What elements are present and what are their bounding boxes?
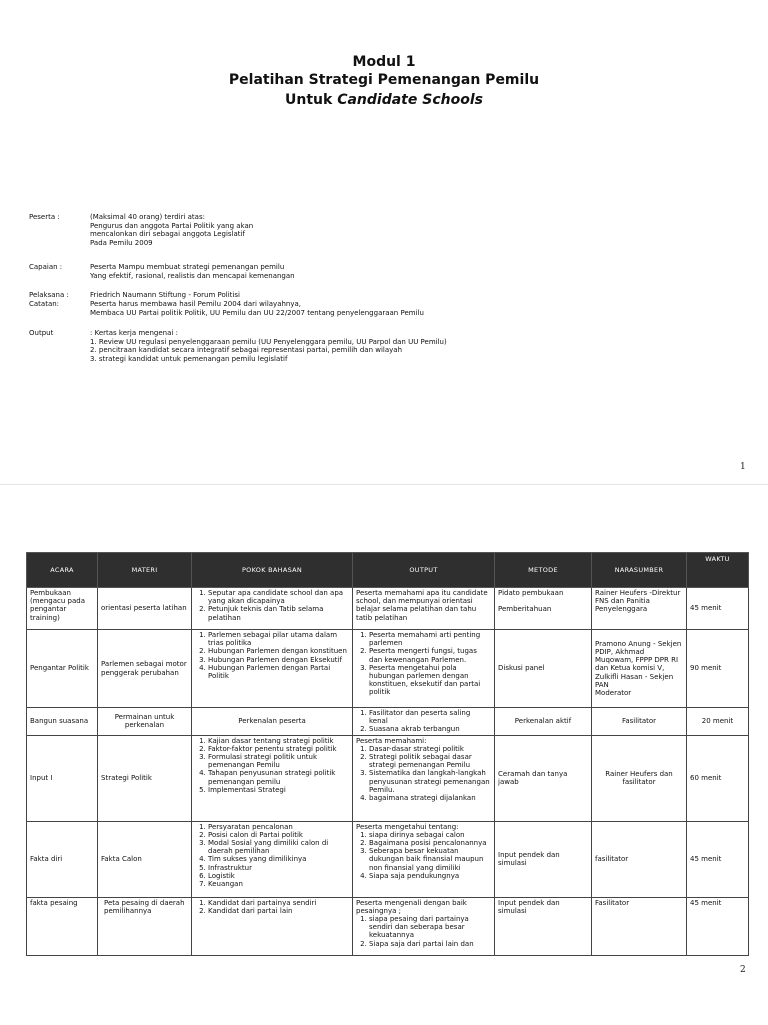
table-row [27, 735, 749, 821]
list-item: 3. Seberapa besar kekuatan dukungan baik finansial maupun non finansial yang dimiliki [369, 847, 491, 872]
table-row [27, 821, 749, 897]
header-materi: MATERI [98, 553, 192, 588]
list-item: 2. Strategi politik sebagai dasar strategi pemenangan Pemilu [369, 753, 491, 769]
document-page-1 [0, 0, 768, 484]
cell-waktu: 45 menit [687, 897, 749, 955]
table-header-row [27, 553, 749, 588]
peserta-label: Peserta : [29, 213, 60, 221]
list-item: 1. Peserta memahami arti penting parlemen [369, 631, 491, 647]
list-item: 2. Suasana akrab terbangun [369, 725, 491, 733]
list-item: 2. Kandidat dari partai lain [208, 907, 349, 915]
output-item: 3. strategi kandidat untuk pemenangan pemilu legislatif [90, 354, 288, 363]
capaian-section [29, 263, 749, 283]
cell-materi: orientasi peserta latihan [98, 588, 192, 630]
cell-acara: Bangun suasana [27, 708, 98, 736]
pelaksana-value: Friedrich Naumann Stiftung - Forum Politisi [90, 291, 240, 299]
cell-output [353, 735, 495, 821]
catatan-line: Peserta harus membawa hasil Pemilu 2004 dari wilayahnya, [90, 300, 302, 308]
training-subtitle [0, 92, 768, 108]
cell-acara: Pembukaan (mengacu pada pengantar training) [27, 588, 98, 630]
header-metode: METODE [495, 553, 592, 588]
header-acara: ACARA [27, 553, 98, 588]
cell-narasumber: Rainer Heufers -Direktur FNS dan Panitia Penyelenggara [592, 588, 687, 630]
list-item: 4. Tim sukses yang dimilikinya [208, 855, 349, 863]
cell-pokok [192, 588, 353, 630]
list-item: 2. Posisi calon di Partai politik [208, 831, 349, 839]
list-item: 1. Parlemen sebagai pilar utama dalam trias politika [208, 631, 349, 647]
cell-materi: Strategi Politik [98, 735, 192, 821]
list-item: 2. Hubungan Parlemen dengan konstituen [208, 647, 349, 655]
peserta-line: (Maksimal 40 orang) terdiri atas: [90, 213, 205, 221]
list-item: 1. Persyaratan pencalonan [208, 823, 349, 831]
table-row [27, 630, 749, 708]
output-section [29, 329, 749, 369]
cell-output: Peserta memahami apa itu candidate school, dan mempunyai orientasi belajar selama pelatihan dan tahu tatib pelatihan [353, 588, 495, 630]
peserta-line: mencalonkan diri sebagai anggota Legislatif [90, 230, 245, 239]
cell-metode: Pidato pembukaan Pemberitahuan [495, 588, 592, 630]
page-number: 2 [740, 965, 746, 975]
list-item: 5. Implementasi Strategi [208, 786, 349, 794]
list-item: 5. Infrastruktur [208, 864, 349, 872]
document-page-2 [0, 484, 768, 1025]
catatan-value [90, 300, 740, 317]
list-item: 3. Modal Sosial yang dimiliki calon di daerah pemilihan [208, 839, 349, 855]
cell-narasumber: Fasilitator [592, 708, 687, 736]
list-item: 4. Siapa saja pendukungnya [369, 872, 491, 880]
cell-metode: Input pendek dan simulasi [495, 821, 592, 897]
cell-pokok [192, 897, 353, 955]
subtitle-prefix: Untuk [285, 92, 338, 108]
cell-materi: Permainan untuk perkenalan [98, 708, 192, 736]
cell-metode: Diskusi panel [495, 630, 592, 708]
cell-pokok [192, 821, 353, 897]
cell-pokok: Perkenalan peserta [192, 708, 353, 736]
pelaksana-label: Pelaksana : [29, 291, 69, 299]
header-narasumber: NARASUMBER [592, 553, 687, 588]
peserta-section [29, 213, 749, 253]
cell-narasumber: fasilitator [592, 821, 687, 897]
output-intro: Peserta mengetahui tentang: [356, 822, 459, 831]
capaian-label: Capaian : [29, 263, 63, 271]
peserta-line: Pengurus dan anggota Partai Politik yang akan [90, 221, 254, 230]
cell-narasumber: Fasilitator [592, 897, 687, 955]
cell-materi: Parlemen sebagai motor penggerak perubahan [98, 630, 192, 708]
output-item: 1. Review UU regulasi penyelenggaraan pemilu (UU Penyelenggara pemilu, UU Parpol dan UU Pemilu) [90, 337, 447, 346]
list-item: 3. Hubungan Parlemen dengan Eksekutif [208, 656, 349, 664]
cell-acara: Pengantar Politik [27, 630, 98, 708]
output-intro: : Kertas kerja mengenai : [90, 329, 178, 337]
training-schedule-table [26, 552, 749, 956]
cell-output [353, 821, 495, 897]
peserta-line: Pada Pemilu 2009 [90, 238, 153, 247]
cell-acara: fakta pesaing [27, 897, 98, 955]
list-item: 1. Kajian dasar tentang strategi politik [208, 737, 349, 745]
output-value [90, 329, 740, 363]
table-row [27, 588, 749, 630]
header-waktu: WAKTU [687, 553, 749, 588]
list-item: 1. siapa dirinya sebagai calon [369, 831, 491, 839]
list-item: 3. Sistematika dan langkah-langkah penyusunan strategi pemenangan Pemilu. [369, 769, 491, 794]
list-item: 1. Fasilitator dan peserta saling kenal [369, 709, 491, 725]
list-item: 2. Bagaimana posisi pencalonannya [369, 839, 491, 847]
list-item: 2. Siapa saja dari partai lain dan [369, 940, 491, 948]
cell-output [353, 630, 495, 708]
output-item: 2. pencitraan kandidat secara integratif sebagai representasi partai, pemilih dan wilayah [90, 346, 403, 355]
list-item: 1. Dasar-dasar strategi politik [369, 745, 491, 753]
cell-materi: Fakta Calon [98, 821, 192, 897]
cell-narasumber: Rainer Heufers dan fasilitator [592, 735, 687, 821]
module-title: Modul 1 [352, 54, 416, 70]
list-item: 2. Faktor-faktor penentu strategi politik [208, 745, 349, 753]
list-item: 1. Kandidat dari partainya sendiri [208, 899, 349, 907]
output-label: Output [29, 329, 54, 337]
list-item: 2. Peserta mengerti fungsi, tugas dan kewenangan Parlemen. [369, 647, 491, 663]
cell-output [353, 708, 495, 736]
cell-materi: Peta pesaing di daerah pemilihannya [98, 897, 192, 955]
cell-pokok [192, 630, 353, 708]
list-item: 6. Logistik [208, 872, 349, 880]
subtitle-italic: Candidate Schools [337, 92, 483, 108]
cell-pokok [192, 735, 353, 821]
list-item: 2. Petunjuk teknis dan Tatib selama pelatihan [208, 605, 349, 621]
list-item: 3. Peserta mengetahui pola hubungan parlemen dengan konstituen, eksekutif dan partai politik [369, 664, 491, 697]
list-item: 7. Keuangan [208, 880, 349, 888]
list-item: 1. Seputar apa candidate school dan apa yang akan dicapainya [208, 589, 349, 605]
cell-narasumber: Pramono Anung - Sekjen PDIP, Akhmad Muqowam, FPPP DPR RI dan Ketua komisi V, Zulkifli Hasan - Sekjen PAN Moderator [592, 630, 687, 708]
list-item: 4. Hubungan Parlemen dengan Partai Politik [208, 664, 349, 680]
cell-metode: Perkenalan aktif [495, 708, 592, 736]
catatan-line: Membaca UU Partai politik Politik, UU Pemilu dan UU 22/2007 tentang penyelenggaraan Pemilu [90, 308, 424, 317]
cell-output [353, 897, 495, 955]
output-intro: Peserta memahami: [356, 736, 427, 745]
list-item: 4. bagaimana strategi dijalankan [369, 794, 491, 802]
list-item: 1. siapa pesaing dari partainya sendiri dan seberapa besar kekuatannya [369, 915, 491, 940]
page-number: 1 [740, 462, 746, 472]
cell-metode: Ceramah dan tanya jawab [495, 735, 592, 821]
training-title: Pelatihan Strategi Pemenangan Pemilu [228, 72, 540, 88]
list-item: 3. Formulasi strategi politik untuk pemenangan Pemilu [208, 753, 349, 769]
table-row [27, 708, 749, 736]
catatan-label: Catatan: [29, 300, 60, 308]
capaian-line: Yang efektif, rasional, realistis dan mencapai kemenangan [90, 271, 295, 280]
header-pokok-bahasan: POKOK BAHASAN [192, 553, 353, 588]
cell-acara: Fakta diri [27, 821, 98, 897]
pelaksana-section [29, 291, 749, 321]
cell-waktu: 90 menit [687, 630, 749, 708]
capaian-line: Peserta Mampu membuat strategi pemenangan pemilu [90, 263, 285, 271]
list-item: 4. Tahapan penyusunan strategi politik pemenangan pemilu [208, 769, 349, 785]
capaian-value [90, 263, 740, 280]
cell-acara: Input I [27, 735, 98, 821]
cell-waktu: 45 menit [687, 821, 749, 897]
cell-metode: Input pendek dan simulasi [495, 897, 592, 955]
cell-waktu: 20 menit [687, 708, 749, 736]
cell-waktu: 45 menit [687, 588, 749, 630]
output-intro: Peserta mengenali dengan baik pesaingnya ; [356, 898, 467, 915]
cell-waktu: 60 menit [687, 735, 749, 821]
table-row [27, 897, 749, 955]
header-output: OUTPUT [353, 553, 495, 588]
peserta-value [90, 213, 740, 247]
